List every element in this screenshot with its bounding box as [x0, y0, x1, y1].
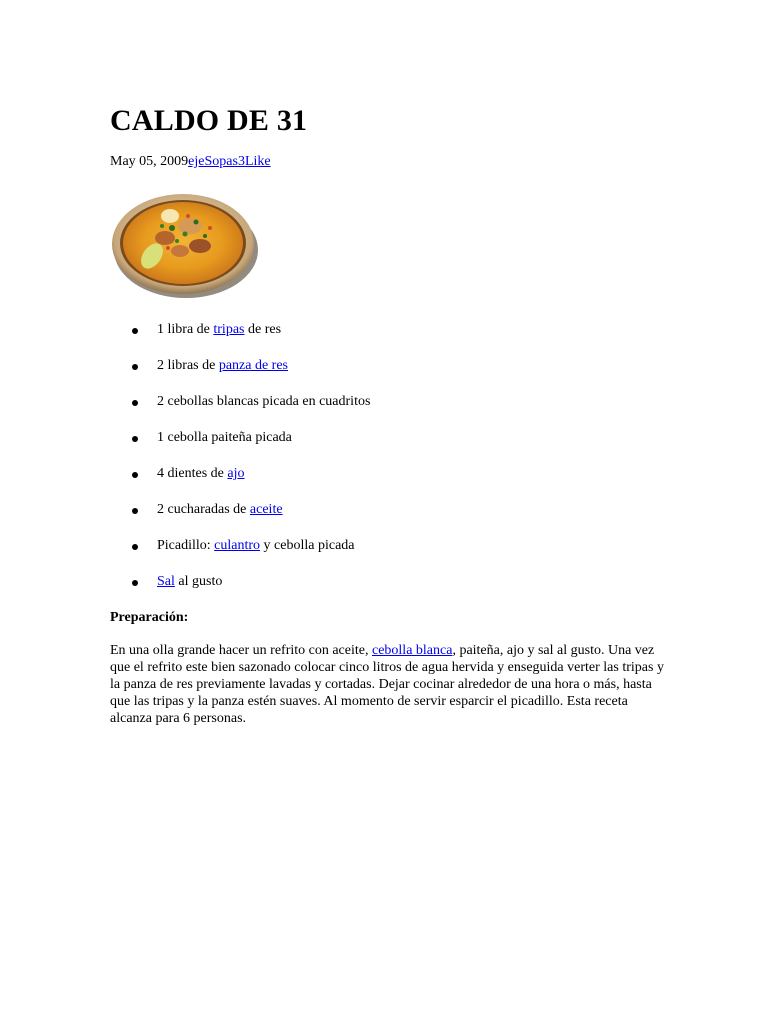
list-item: Sal al gusto	[110, 573, 610, 609]
list-item: 2 cebollas blancas picada en cuadritos	[110, 393, 610, 429]
bullet-icon	[132, 364, 138, 370]
bullet-icon	[132, 544, 138, 550]
cebolla-blanca-link[interactable]: cebolla blanca	[371, 643, 453, 658]
ingredient-link[interactable]: culantro	[214, 538, 261, 553]
ingredient-link[interactable]: tripas	[213, 322, 245, 337]
post-meta	[110, 154, 271, 170]
ingredient-link[interactable]: aceite	[249, 502, 283, 517]
author-link[interactable]: eje	[188, 154, 205, 169]
ingredient-link[interactable]: panza de res	[218, 358, 289, 373]
comment-count-link[interactable]: 3	[237, 154, 245, 169]
ingredient-link[interactable]: Sal	[157, 574, 175, 589]
preparation-heading: Preparación:	[110, 610, 189, 625]
bullet-icon	[132, 436, 138, 442]
list-item: 1 cebolla paiteña picada	[110, 429, 610, 465]
list-item: 4 dientes de ajo	[110, 465, 610, 501]
bullet-icon	[132, 472, 138, 478]
bullet-icon	[132, 400, 138, 406]
like-link[interactable]: Like	[244, 154, 271, 169]
post-date: May 05, 2009	[110, 154, 189, 169]
list-item: 2 cucharadas de aceite	[110, 501, 610, 537]
preparation-text: En una olla grande hacer un refrito con aceite, cebolla blanca, paiteña, ajo y sal al gusto. Una vez que el refrito este bien sazonado colocar cinco litros de agua hervida y enseguida verter las tripas y la panza de res previamente lavadas y cortadas. Dejar cocinar alrededor de una hora o más, hasta que las tripas y la panza estén suaves. Al momento de servir esparcir el picadillo. Esta receta alcanza para 6 personas.	[110, 643, 664, 726]
page-title: CALDO DE 31	[110, 104, 308, 137]
ingredient-link[interactable]: ajo	[227, 466, 245, 481]
bullet-icon	[132, 328, 138, 334]
bullet-icon	[132, 580, 138, 586]
category-link[interactable]: Sopas	[204, 154, 238, 169]
list-item: 2 libras de panza de res	[110, 357, 610, 393]
list-item: Picadillo: culantro y cebolla picada	[110, 537, 610, 573]
list-item: 1 libra de tripas de res	[110, 321, 610, 357]
bullet-icon	[132, 508, 138, 514]
ingredients-list	[110, 321, 610, 609]
soup-bowl-image	[110, 186, 260, 302]
